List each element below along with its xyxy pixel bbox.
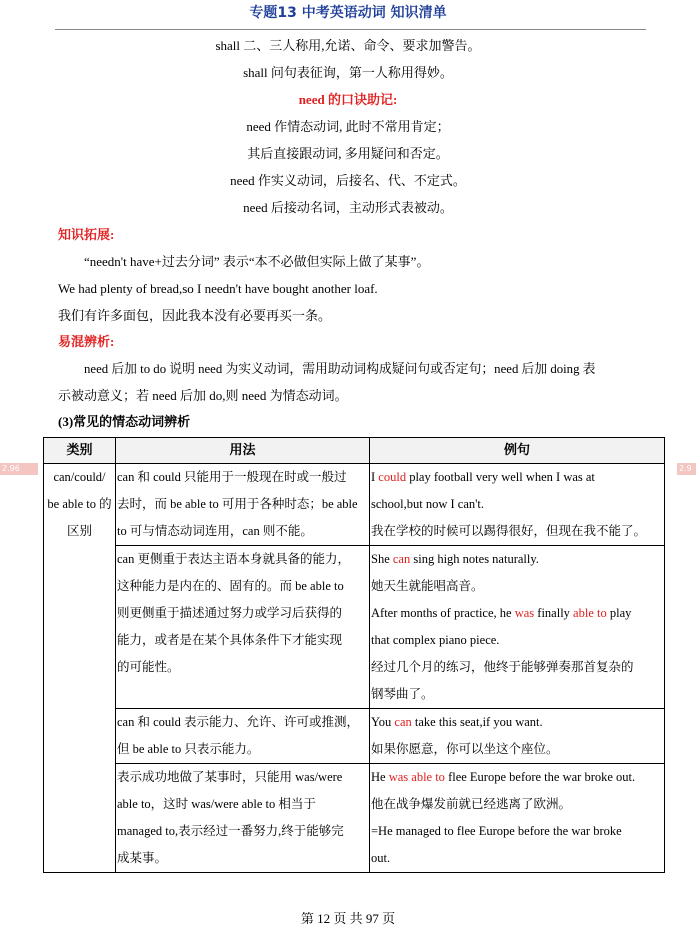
category-line: be able to 的	[47, 497, 112, 511]
example-line: school,but now I can't.	[371, 497, 484, 511]
example-line: He was able to flee Europe before the war broke out.	[371, 770, 636, 784]
usage-cell	[116, 764, 370, 873]
usage-line: 去时，而 be able to 可用于各种时态；be able	[117, 497, 358, 511]
need-mnemonic-line-4: need 后接动名词，主动形式表被动。	[243, 200, 453, 215]
example-sentence-en: We had plenty of bread,so I needn't have bought another loaf.	[58, 281, 378, 296]
usage-cell	[116, 464, 370, 546]
category-line: 区别	[66, 524, 92, 538]
page-number: 第 12 页 共 97 页	[300, 911, 396, 926]
highlight-word: was able to	[388, 770, 445, 784]
confusion-heading: 易混辨析:	[58, 334, 115, 349]
usage-line: 这种能力是内在的、固有的。而 be able to	[117, 579, 344, 593]
usage-line: 成某事。	[117, 851, 168, 865]
example-line: 经过几个月的练习，他终于能够弹奏那首复杂的	[371, 660, 634, 674]
table-header-row	[44, 438, 665, 464]
example-line: 如果你愿意，你可以坐这个座位。	[371, 742, 559, 756]
need-mnemonic-line-2: 其后直接跟动词, 多用疑问和否定。	[247, 146, 449, 161]
usage-cell	[116, 709, 370, 764]
usage-line: able to，这时 was/were able to 相当于	[117, 797, 316, 811]
highlight-word: was	[514, 606, 535, 620]
usage-line: 表示成功地做了某事时，只能用 was/were	[117, 770, 343, 784]
example-line: 他在战争爆发前就已经逃离了欧洲。	[371, 797, 572, 811]
category-line: can/could/	[53, 470, 106, 484]
example-line: 她天生就能唱高音。	[371, 579, 484, 593]
side-marker-left: 2.96	[0, 463, 38, 475]
usage-cell	[116, 546, 370, 709]
table-row	[44, 546, 665, 709]
header-rule	[55, 29, 646, 30]
confusion-text-line-2: 示被动意义；若 need 后加 do,则 need 为情态动词。	[58, 388, 348, 403]
section-3-heading: (3)常见的情态动词辨析	[58, 414, 191, 429]
highlight-word: can	[394, 715, 412, 729]
example-cell	[370, 464, 665, 546]
shall-rule-line-2: shall 问句表征询，第一人称用得妙。	[243, 65, 453, 80]
usage-line: 的可能性。	[117, 660, 180, 674]
need-mnemonic-title: need 的口诀助记:	[298, 92, 398, 107]
need-mnemonic-line-3: need 作实义动词，后接名、代、不定式。	[230, 173, 466, 188]
table-row	[44, 764, 665, 873]
usage-line: can 和 could 只能用于一般现在时或一般过	[117, 470, 347, 484]
example-line: After months of practice, he was finally able to play	[371, 606, 632, 620]
confusion-text-line-1: need 后加 to do 说明 need 为实义动词，需用助动词构成疑问句或否定句；need 后加 doing 表	[84, 362, 596, 376]
example-line: that complex piano piece.	[371, 633, 500, 647]
table-row	[44, 709, 665, 764]
usage-line: 能力，或者是在某个具体条件下才能实现	[117, 633, 343, 647]
example-cell	[370, 764, 665, 873]
example-sentence-cn: 我们有许多面包，因此我本没有必要再买一条。	[58, 308, 332, 323]
example-line: You can take this seat,if you want.	[371, 715, 543, 729]
header-usage: 用法	[116, 438, 370, 464]
example-cell	[370, 709, 665, 764]
example-line: 我在学校的时候可以踢得很好，但现在我不能了。	[371, 524, 647, 538]
usage-line: 则更侧重于描述通过努力或学习后获得的	[117, 606, 343, 620]
example-line: =He managed to flee Europe before the war broke	[371, 824, 622, 838]
usage-line: can 更侧重于表达主语本身就具备的能力，	[117, 552, 350, 566]
header-category: 类别	[44, 438, 116, 464]
example-cell	[370, 546, 665, 709]
knowledge-extension-heading: 知识拓展:	[58, 227, 115, 242]
shall-rule-line-1: shall 二、三人称用,允诺、命令、要求加警告。	[215, 38, 481, 53]
modal-verbs-table	[43, 437, 665, 873]
example-line: out.	[371, 851, 391, 865]
example-line: She can sing high notes naturally.	[371, 552, 539, 566]
usage-line: can 和 could 表示能力、允许、许可或推测，	[117, 715, 359, 729]
example-line: I could play football very well when I was at	[371, 470, 595, 484]
usage-line: 但 be able to 只表示能力。	[117, 742, 260, 756]
header-example: 例句	[370, 438, 665, 464]
highlight-word: can	[392, 552, 411, 566]
example-line: 钢琴曲了。	[371, 687, 434, 701]
side-marker-right: 2.9	[677, 463, 696, 475]
category-cell	[44, 464, 116, 873]
table-row	[44, 464, 665, 546]
need-mnemonic-line-1: need 作情态动词, 此时不常用肯定；	[246, 119, 450, 134]
knowledge-extension-text: “needn't have+过去分词” 表示“本不必做但实际上做了某事”。	[84, 254, 430, 269]
usage-line: to 可与情态动词连用，can 则不能。	[117, 524, 313, 538]
highlight-word: could	[378, 470, 407, 484]
usage-line: managed to,表示经过一番努力,终于能够完	[117, 824, 344, 838]
highlight-word: able to	[573, 606, 607, 620]
page-header-title: 专题13 中考英语动词 知识清单	[249, 5, 447, 21]
